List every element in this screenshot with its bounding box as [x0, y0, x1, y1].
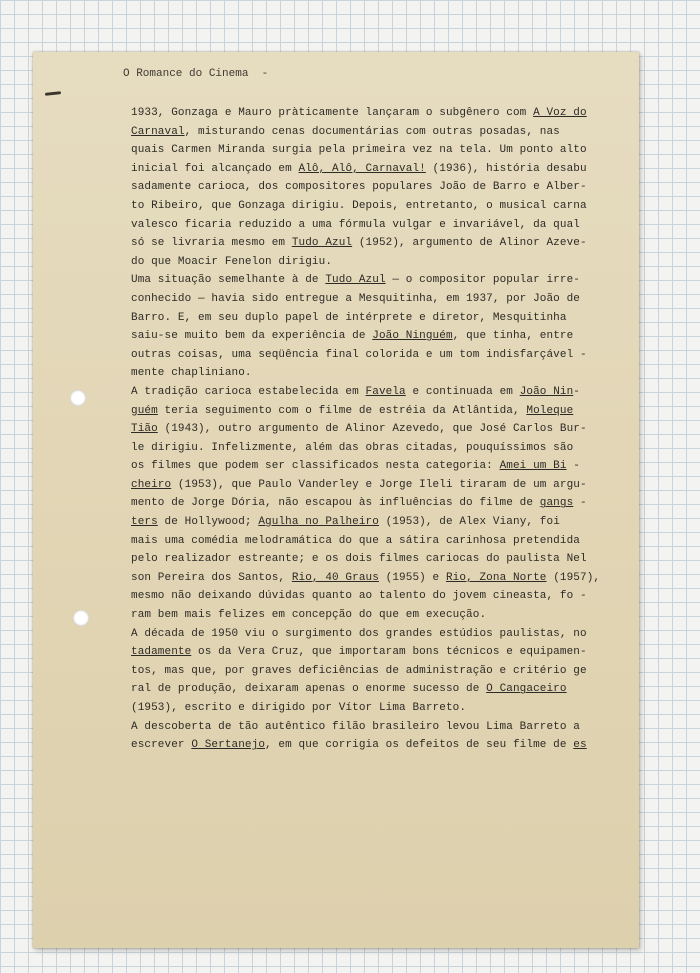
text-run: (1936), história desabu [425, 162, 587, 175]
text-line [131, 309, 631, 328]
document-header: O Romance do Cinema - [123, 68, 269, 80]
underlined-title: Tudo Azul [325, 274, 386, 287]
underlined-title: Moleque [526, 404, 574, 417]
text-run: - [573, 497, 587, 510]
text-run: saiu-se muito bem da experiência de [131, 330, 373, 343]
text-line [131, 234, 631, 253]
text-run: ram bem mais felizes em concepção do que em execução. [131, 609, 487, 622]
text-run: do que Moacir Fenelon dirigiu. [131, 255, 333, 268]
text-run: le dirigiu. Infelizmente, além das obras citadas, pouquíssimos são [131, 441, 574, 454]
text-line [131, 532, 631, 551]
text-run: (1943), outro argumento de Alinor Azevedo, que José Carlos Bur- [157, 423, 587, 436]
text-line [131, 662, 631, 681]
text-run: (1953), de Alex Viany, foi [378, 516, 560, 529]
text-line [131, 346, 631, 365]
text-line [131, 494, 631, 513]
text-line [131, 420, 631, 439]
underlined-title: Rio, Zona Norte [445, 571, 547, 584]
text-line [131, 160, 631, 179]
text-run: e continuada em [405, 385, 520, 398]
text-line [131, 383, 631, 402]
text-run: outras coisas, uma seqüência final colorida e um tom indisfarçável - [131, 348, 587, 361]
underlined-title: gangs [539, 497, 574, 510]
text-run: , que tinha, entre [452, 330, 574, 343]
text-run: inicial foi alcançado em [131, 162, 299, 175]
text-run: quais Carmen Miranda surgia pela primeira vez na tela. Um ponto alto [131, 144, 587, 157]
text-line [131, 216, 631, 235]
text-line [131, 718, 631, 737]
text-line [131, 513, 631, 532]
underlined-title: O Cangaceiro [486, 683, 567, 696]
text-line [131, 141, 631, 160]
underlined-title: Alô, Alô, Carnaval! [298, 162, 426, 175]
text-run: (1953), escrito e dirigido por Vítor Lima Barreto. [131, 702, 467, 714]
underlined-title: ters [131, 516, 158, 529]
underlined-title: João Ninguém [372, 330, 453, 343]
underlined-title: tadamente [131, 646, 192, 659]
text-run: valesco ficaria reduzido a uma fórmula vulgar e invariável, da qual [131, 218, 580, 231]
text-line [131, 643, 631, 662]
paper-sheet [33, 52, 639, 948]
underlined-title: Tudo Azul [291, 237, 353, 250]
text-line [131, 457, 631, 476]
text-run: , misturando cenas documentárias com outras posadas, nas [184, 125, 560, 138]
text-run: A tradição carioca estabelecida em [131, 385, 366, 398]
underlined-title: João Nin [519, 385, 574, 398]
underlined-title: es [573, 739, 587, 752]
text-line [131, 290, 631, 309]
text-run: mesmo não deixando dúvidas quanto ao talento do jovem cineasta, fo - [131, 590, 587, 603]
text-line [131, 476, 631, 495]
text-line [131, 680, 631, 699]
text-line [131, 197, 631, 216]
text-run: escrever [131, 739, 192, 752]
text-line [131, 123, 631, 142]
text-line [131, 736, 631, 755]
underlined-title: guém [131, 404, 158, 417]
text-run: , em que corrigia os defeitos de seu filme de [265, 739, 574, 752]
text-run: - [573, 385, 580, 398]
underlined-title: Favela [365, 385, 406, 398]
text-run: (1952), argumento de Alinor Azeve- [352, 237, 587, 250]
punch-hole-top [70, 390, 86, 406]
text-line [131, 402, 631, 421]
text-run: A descoberta de tão autêntico filão brasileiro levou Lima Barreto a [131, 720, 580, 733]
text-run: pelo realizador estreante; e os dois filmes cariocas do paulista Nel [131, 553, 587, 566]
text-line [131, 178, 631, 197]
text-line [131, 364, 631, 383]
text-run: (1953), que Paulo Vanderley e Jorge Ileli tiraram de um argu- [171, 478, 587, 491]
text-line [131, 271, 631, 290]
text-line [131, 569, 631, 588]
text-line [131, 104, 631, 123]
text-run: A década de 1950 viu o surgimento dos grandes estúdios paulistas, no [131, 627, 587, 640]
text-run: son Pereira dos Santos, [131, 571, 292, 584]
text-run: (1957), [546, 571, 601, 584]
text-line [131, 439, 631, 458]
text-run: só se livraria mesmo em [131, 237, 292, 250]
punch-hole-bottom [73, 610, 89, 626]
text-line [131, 253, 631, 272]
text-line [131, 606, 631, 625]
text-run: — o compositor popular irre- [385, 274, 580, 287]
text-line [131, 699, 631, 718]
underlined-title: O Sertanejo [191, 739, 266, 752]
underlined-title: Carnaval [131, 125, 185, 138]
underlined-title: Rio, 40 Graus [291, 571, 379, 584]
underlined-title: A Voz do [533, 107, 587, 119]
text-run: (1955) e [378, 571, 446, 584]
text-line [131, 550, 631, 569]
text-run: de Hollywood; [157, 516, 259, 529]
text-run: mais uma comédia melodramática do que a sátira carinhosa pretendida [131, 534, 580, 547]
text-run: ral de produção, deixaram apenas o enorme sucesso de [131, 683, 487, 696]
text-run: mento de Jorge Dória, não escapou às influências do filme de [131, 497, 540, 510]
text-run: os da Vera Cruz, que importaram bons técnicos e equipamen- [191, 646, 587, 659]
text-run: os filmes que podem ser classificados nesta categoria: [131, 460, 500, 473]
underlined-title: Tião [131, 423, 158, 436]
text-line [131, 587, 631, 606]
text-run: - [566, 460, 580, 473]
text-run: to Ribeiro, que Gonzaga dirigiu. Depois, entretanto, o musical carna [131, 199, 587, 212]
text-line [131, 327, 631, 346]
text-run: Barro. E, em seu duplo papel de intérprete e diretor, Mesquitinha [131, 311, 567, 324]
text-run: tos, mas que, por graves deficiências de administração e critério ge [131, 664, 587, 677]
ink-mark [45, 91, 61, 96]
text-run: Uma situação semelhante à de [131, 274, 326, 287]
underlined-title: Agulha no Palheiro [258, 516, 379, 529]
underlined-title: cheiro [131, 478, 172, 491]
text-run: sadamente carioca, dos compositores populares João de Barro e Alber- [131, 181, 587, 194]
underlined-title: Amei um Bi [499, 460, 567, 473]
text-run: 1933, Gonzaga e Mauro pràticamente lançaram o subgênero com [131, 107, 534, 119]
text-run: teria seguimento com o filme de estréia da Atlântida, [157, 404, 527, 417]
text-run: conhecido — havia sido entregue a Mesquitinha, em 1937, por João de [131, 292, 580, 305]
document-body [131, 104, 631, 755]
text-line [131, 625, 631, 644]
text-run: mente chapliniano. [131, 367, 252, 380]
